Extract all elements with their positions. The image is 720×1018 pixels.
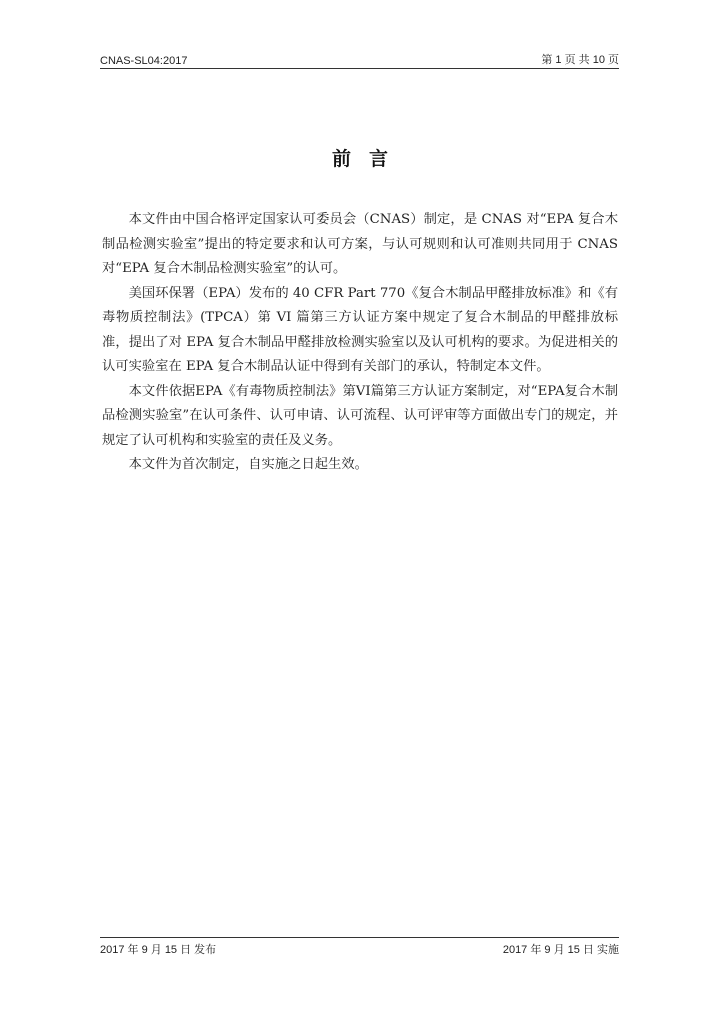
body-paragraph: 本文件依据EPA《有毒物质控制法》第VI篇第三方认证方案制定，对“EPA复合木制品检测实验室”在认可条件、认可申请、认可流程、认可评审等方面做出专门的规定，并规定了认可机构和实验室的责任及义务。: [102, 383, 618, 448]
effective-date: 2017 年 9 月 15 日 实施: [502, 944, 619, 956]
page-number-info: 第 1 页 共 10 页: [541, 54, 619, 66]
document-body: [102, 208, 618, 478]
page-header: [100, 50, 619, 67]
document-code: CNAS-SL04:2017: [100, 55, 188, 67]
footer-divider: [100, 937, 619, 938]
body-paragraph: 美国环保署（EPA）发布的 40 CFR Part 770《复合木制品甲醛排放标准》和《有毒物质控制法》(TPCA）第 VI 篇第三方认证方案中规定了复合木制品的甲醛排放标准，提出了对 EPA 复合木制品甲醛排放检测实验室以及认可机构的要求。为促进相关的认可实验室在 EPA 复合木制品认证中得到有关部门的承认，特制定本文件。: [102, 285, 618, 374]
body-paragraph: 本文件由中国合格评定国家认可委员会（CNAS）制定，是 CNAS 对“EPA 复合木制品检测实验室”提出的特定要求和认可方案，与认可规则和认可准则共同用于 CNAS 对“EPA 复合木制品检测实验室”的认可。: [102, 212, 618, 276]
page-title: 前言: [331, 148, 406, 170]
header-divider: [100, 68, 619, 69]
publish-date: 2017 年 9 月 15 日 发布: [100, 944, 217, 956]
body-paragraph: 本文件为首次制定，自实施之日起生效。: [128, 457, 368, 472]
page-footer: [100, 941, 619, 957]
